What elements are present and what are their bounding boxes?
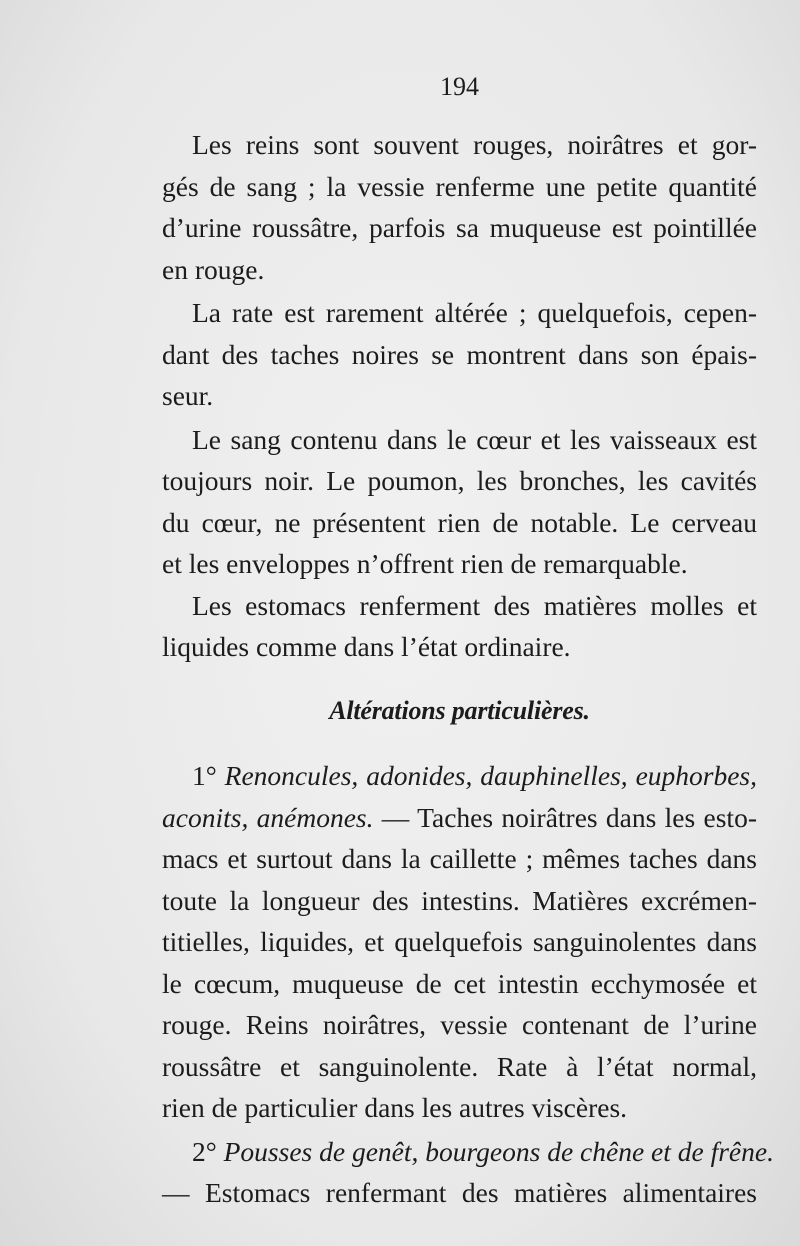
paragraph-stomachs: [162, 585, 757, 668]
item-number: 1°: [192, 760, 217, 791]
text-line: roussâtre et sanguinolente. Rate à l’état normal,: [162, 1050, 757, 1082]
section-heading: Altérations particulières.: [329, 695, 590, 725]
text-line: [162, 755, 757, 797]
text-line: du cœur, ne présentent rien de notable. Le cerveau: [162, 506, 757, 538]
paragraph-renoncules: [162, 755, 757, 1129]
text-line: toujours noir. Le poumon, les bronches, les cavités: [162, 465, 757, 496]
text-line: dant des taches noires se montrent dans son épais-: [162, 338, 757, 370]
plant-names: aconits, anémones.: [162, 801, 374, 833]
body-text: [162, 124, 774, 1214]
paragraph-kidneys: [162, 124, 757, 290]
text-line: [162, 797, 757, 839]
text-line: liquides comme dans l’état ordinaire.: [162, 631, 571, 662]
text-line: d’urine roussâtre, parfois sa muqueuse est pointillée: [162, 212, 757, 243]
text-line: titielles, liquides, et quelquefois sanguinolentes dans: [162, 926, 757, 957]
text-line: toute la longueur des intestins. Matières excrémen-: [162, 884, 757, 916]
item-number: 2°: [192, 1135, 217, 1167]
text-line: — Estomacs renfermant des matières alimentaires: [162, 1177, 757, 1208]
text-line: [162, 1131, 774, 1173]
text-line: et les enveloppes n’offrent rien de remarquable.: [162, 548, 688, 579]
text-fragment: — Taches noirâtres dans les esto-: [373, 801, 757, 833]
text-line: Les estomacs renferment des matières molles et: [192, 589, 757, 621]
text-line: seur.: [162, 380, 214, 411]
text-line: Les reins sont souvent rouges, noirâtres et gor-: [192, 129, 757, 160]
paragraph-genet: [162, 1131, 774, 1214]
plant-names: Pousses de genêt, bourgeons de chêne et de frêne.: [223, 1135, 774, 1167]
text-line: macs et surtout dans la caillette ; mêmes taches dans: [162, 843, 757, 874]
text-line: gés de sang ; la vessie renferme une petite quantité: [162, 170, 757, 202]
plant-names: Renoncules, adonides, dauphinelles, euphorbes,: [224, 760, 758, 791]
text-line: le cœcum, muqueuse de cet intestin ecchymosée et: [162, 967, 757, 999]
text-line: en rouge.: [162, 253, 265, 285]
paragraph-spleen: [162, 292, 757, 417]
paragraph-blood: [162, 419, 757, 585]
page-number: 194: [440, 72, 479, 101]
text-line: Le sang contenu dans le cœur et les vaisseaux est: [192, 423, 757, 455]
text-line: rouge. Reins noirâtres, vessie contenant de l’urine: [162, 1009, 757, 1040]
text-line: rien de particulier dans les autres viscères.: [162, 1092, 628, 1123]
text-line: La rate est rarement altérée ; quelquefois, cepen-: [192, 297, 757, 328]
